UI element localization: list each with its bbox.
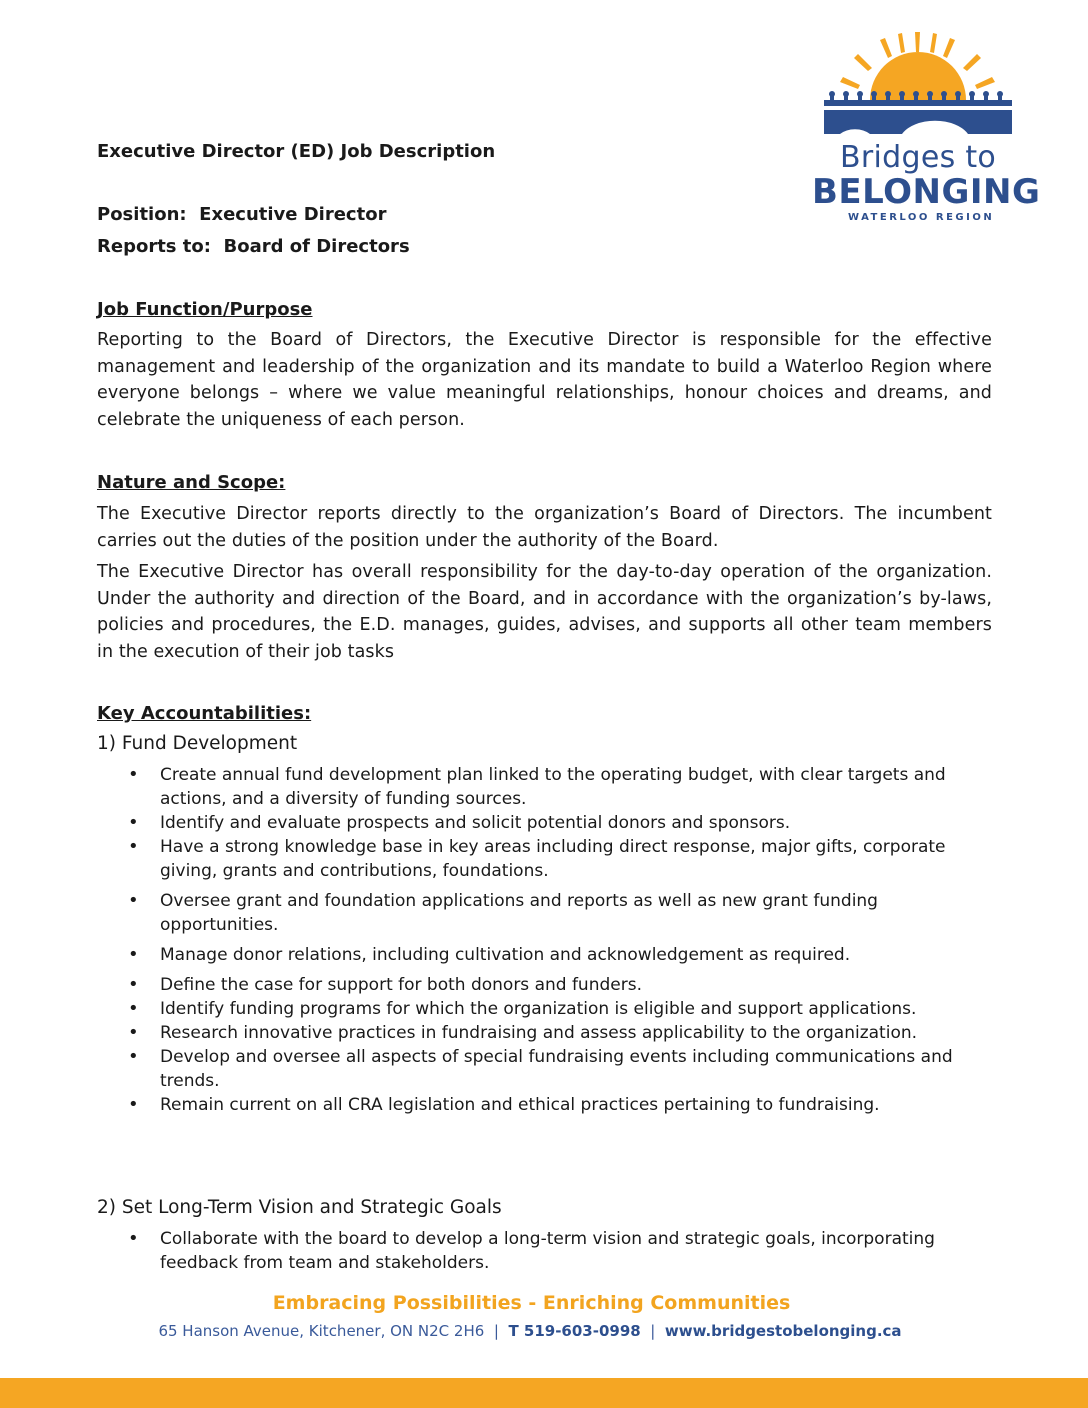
- position-value: Executive Director: [199, 204, 387, 225]
- position-line: [97, 204, 386, 225]
- list-item: • Research innovative practices in fundraising and assess applicability to the organization.: [0, 1021, 960, 1045]
- list-item: • Develop and oversee all aspects of special fundraising events including communications and trends.: [0, 1045, 960, 1093]
- nature-scope-heading: Nature and Scope:: [97, 472, 286, 493]
- footer-phone: T 519-603-0998: [508, 1322, 641, 1340]
- footer-address: 65 Hanson Avenue, Kitchener, ON N2C 2H6: [158, 1322, 485, 1340]
- sun-icon: [840, 32, 995, 100]
- footer-separator: |: [493, 1322, 499, 1340]
- group-2-title: 2) Set Long-Term Vision and Strategic Goals: [97, 1197, 502, 1218]
- list-item: • Define the case for support for both donors and funders.: [0, 973, 960, 997]
- vision-goals-list: [0, 1227, 960, 1275]
- list-item: • Oversee grant and foundation applications and reports as well as new grant funding opportunities.: [0, 889, 960, 937]
- list-item: • Identify funding programs for which the organization is eligible and support applications.: [0, 997, 960, 1021]
- footer-address-line: [0, 1322, 1060, 1340]
- list-item: • Create annual fund development plan linked to the operating budget, with clear targets and actions, and a diversity of funding sources.: [0, 763, 960, 811]
- job-function-text: Reporting to the Board of Directors, the Executive Director is responsible for the effective management and leadership of the organization and its mandate to build a Waterloo Region where everyone belongs – where we value meaningful relationships, honour choices and dreams, and celebrate the uniqueness of each person.: [97, 330, 992, 430]
- reports-label: Reports to:: [97, 236, 211, 257]
- group-1-title: 1) Fund Development: [97, 733, 298, 754]
- footer-tagline: Embracing Possibilities - Enriching Communities: [272, 1292, 791, 1314]
- logo-line-3: WATERLOO REGION: [848, 212, 995, 223]
- reports-value: Board of Directors: [223, 236, 410, 257]
- nature-scope-para-1: The Executive Director reports directly to the organization’s Board of Directors. The incumbent carries out the duties of the position under the authority of the Board.: [97, 504, 992, 551]
- footer-website-link[interactable]: www.bridgestobelonging.ca: [664, 1322, 902, 1340]
- logo-line-1: Bridges to: [840, 140, 997, 175]
- list-item: • Remain current on all CRA legislation and ethical practices pertaining to fundraising.: [0, 1093, 960, 1117]
- key-accountabilities-heading: Key Accountabilities:: [97, 703, 312, 724]
- job-function-heading: Job Function/Purpose: [97, 299, 313, 320]
- reports-line: [97, 236, 410, 257]
- list-item: • Have a strong knowledge base in key areas including direct response, major gifts, corporate giving, grants and contributions, foundations.: [0, 835, 960, 883]
- logo-line-2: BELONGING: [812, 172, 1041, 212]
- nature-scope-para-2: The Executive Director has overall responsibility for the day-to-day operation of the organization. Under the authority and direction of the Board, and in accordance with the organization’s by-laws, policies and procedures, the E.D. manages, guides, advises, and supports all other team members in the execution of their job tasks: [97, 562, 992, 662]
- fund-development-list: [0, 763, 960, 1117]
- list-item: • Collaborate with the board to develop a long-term vision and strategic goals, incorporating feedback from team and stakeholders.: [0, 1227, 960, 1275]
- footer-separator: |: [650, 1322, 656, 1340]
- bridge-icon: [824, 91, 1012, 134]
- document-title: Executive Director (ED) Job Description: [97, 141, 496, 162]
- list-item: • Manage donor relations, including cultivation and acknowledgement as required.: [0, 943, 960, 967]
- footer-bar: [0, 1378, 1088, 1408]
- list-item: • Identify and evaluate prospects and solicit potential donors and sponsors.: [0, 811, 960, 835]
- position-label: Position:: [97, 204, 187, 225]
